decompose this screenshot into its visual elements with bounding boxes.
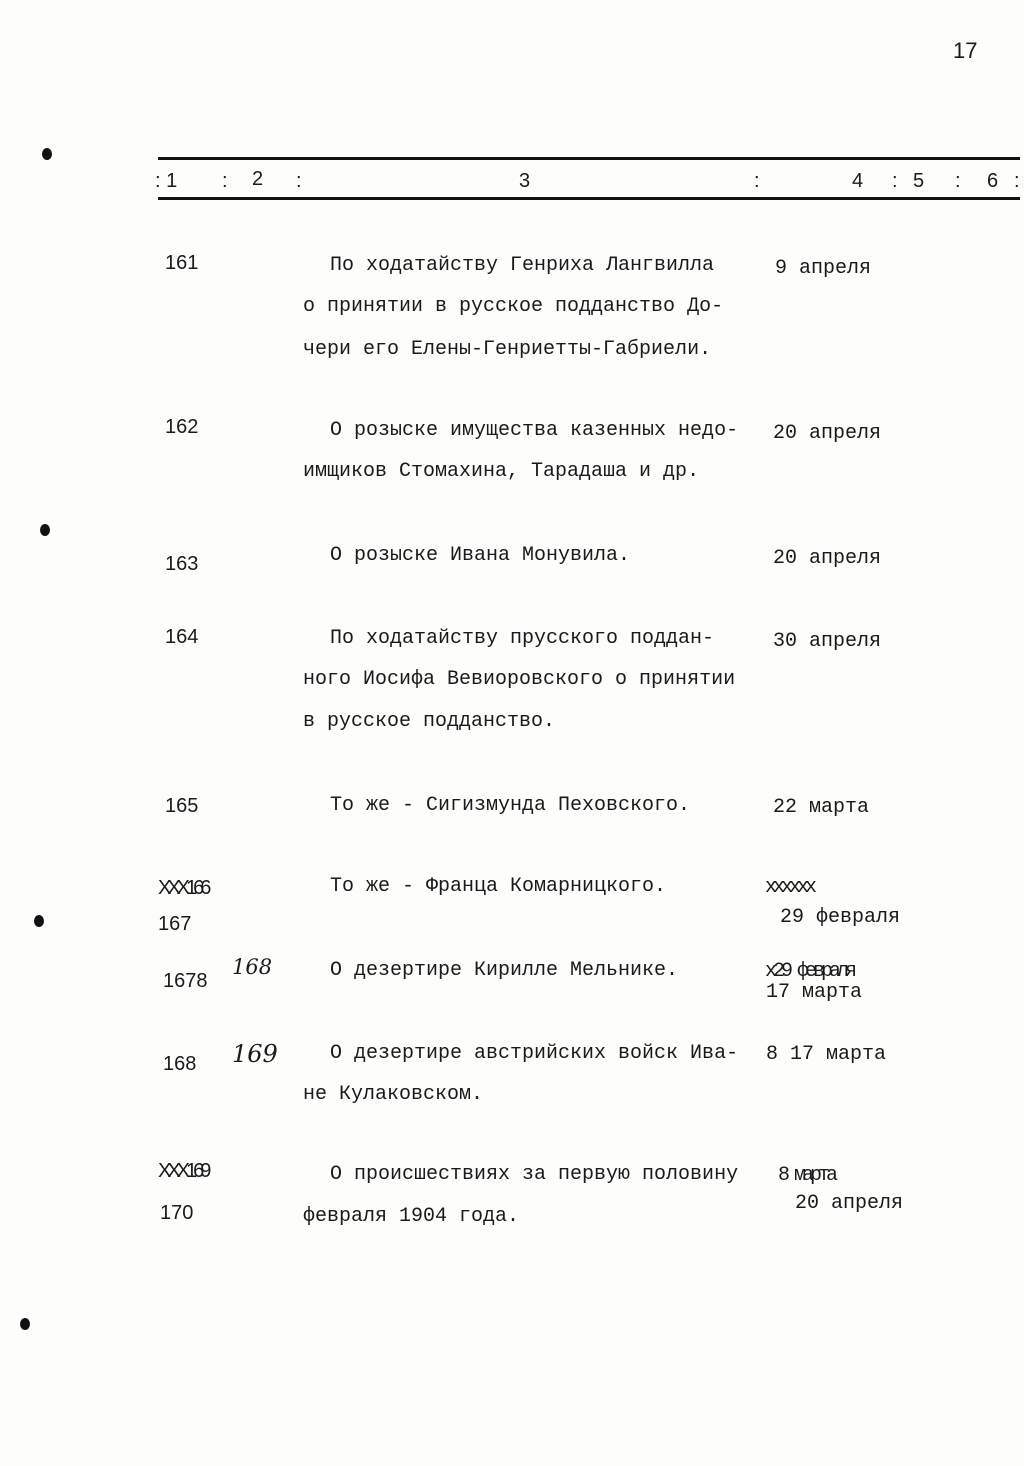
header-rule-bottom [158,197,1020,200]
header-rule-top [158,157,1020,160]
punch-hole-mark [20,1318,30,1330]
archive-page: 17 : 1 : 2 : 3 : 4 : 5 : 6 : 161 По ходатайству Генриха Лангвилла о принятии в русское подданство До- чери его Елены-Генриетты-Габриели. 9 апреля 162 О розыске имущества казенных недо- имщиков Стомахина, Тарадаша и др. 20 апреля 163 О розыске Ивана Монувила. 20 апреля 164 По ходатайству прусского поддан- ного Иосифа Вевиоровского о принятии в русское подданство. 30 апреля 165 То же - Сигизмунда Пеховского. 22 марта XXX166 167 То же - Франца Комарницкого. xxxxxx 29 февраля 1678 168 О дезертире Кирилле Мельнике. x29 февраля 17 марта 168 169 О дезертире австрийских войск Ива- не Кулаковском. 8 17 марта XXX169 170 О происшествиях за первую половину февраля 1904 года. 8 марта 20 апреля [0,0,1024,1466]
page-number: 17 [953,38,978,63]
punch-hole-mark [42,148,52,160]
punch-hole-mark [34,915,44,927]
punch-hole-mark [40,524,50,536]
